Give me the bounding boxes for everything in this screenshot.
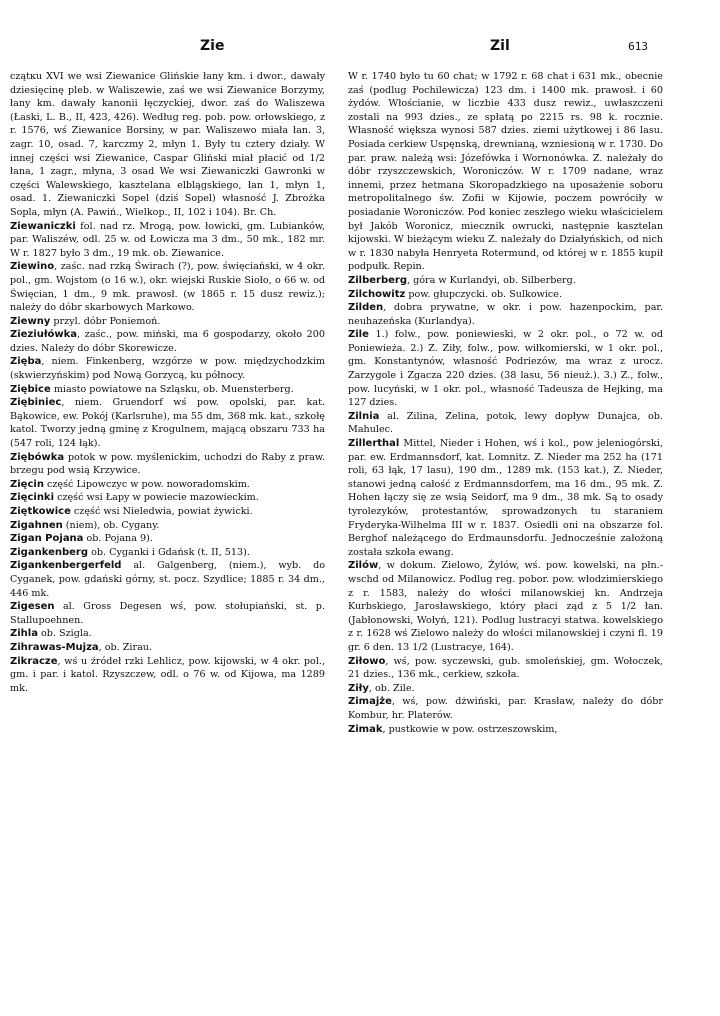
entry-headword: Zimak [348, 723, 383, 735]
entry-text: 1.) folw., pow. poniewieski, w 2 okr. pol., o 72 w. od Poniewieża. 2.) Z. Ziły, folw., pow. wiłkomierski, w 1 okr. pol., gm. Konstantynów, własność Podriezów, ma wraz z urocz. Zarzygole i Zgacza 220 dzies. (38 lasu, 56 nieuż.). 3.) Z., folw., pow. lucyński, w 1 okr. pol., własność Tadeusza de Hejking, ma 127 dzies. [348, 329, 663, 409]
entry-headword: Zigan Pojana [10, 533, 84, 545]
entry-headword: Zilów [348, 560, 379, 572]
entry-text: miasto powiatowe na Szląsku, ob. Muensterberg. [50, 383, 294, 395]
entry-text: , niem. Gruendorf wś pow. opolski, par. kat. Bąkowice, ew. Pokój (Karlsruhe), ma 55 dm, 368 mk. kat., szkołę katol. Tworzy jedną gminę z Krogulnem, mającą obszaru 733 ha (547 roli, 124 łąk). [10, 397, 325, 450]
dictionary-entry [10, 491, 325, 505]
entry-text: ob. Szigla. [37, 628, 92, 640]
entry-headword: Ziębice [10, 383, 51, 395]
entry-text: czątĸu XVI we wsi Ziewanice Glińskie łany km. i dwor., dawały dziesięcinę pleb. w Waliszewie, zaś we wsi Ziewanice Borzymy, łany km. dawały kanonii łęczyckiej, dwor. zaś do Waliszewa (Łaski, L. B., II, 423, 426). Według reg. pob. pow. orłowskiego, z r. 1576, wś Ziewanice Borsiny, w par. Waliszewo miała łan. 3, zagr. 10, osad. 7, karczmy 2, młyn 1. Były tu cztery działy. W innej części wsi Ziewanice, Caspar Gliński miał płacić od 1/2 łana, 1 zagr., młyna, 3 osad We wsi Ziewaniczki Gawronki w części Walewskiego, kasztelana elblągskiego, łan 1, młyn 1, osad. 1. Ziewaniczki Sopel (dziś Sopel) własność J. Zbrożka Sopla, młyn (A. Pawiń., Wielkop., II, 102 i 104). Br. Ch. [10, 71, 325, 218]
entry-text: Mittel, Nieder i Hohen, wś i kol., pow jeleniogórski, par. ew. Erdmannsdorf, kat. Lomnitz. Z. Nieder ma 252 ha (171 roli, 63 łąk, 17 lasu), 190 dm., 1289 mk. (153 kat.), Z. Nieder, stanowi jedną całość z Erdmannsdorfem, ma 16 dm., 95 mk. Z. Hohen łączy się ze wsią Seidorf, ma 9 dm., 38 mk. Są to osady tyrolezyków, protestantów, sprowadzonych tu staraniem Fryderyka-Wilhelma III w r. 1837. Osiedli oni na obszarze fol. Berghof należącego do Erdmaunsdorfu. Jednocześnie założoną została szkoła ewang. [348, 438, 663, 558]
dictionary-entry [348, 655, 663, 682]
dictionary-entry [10, 220, 325, 261]
entry-headword: Ziewino [10, 261, 55, 273]
dictionary-entry [10, 600, 325, 627]
dictionary-entry [348, 695, 663, 722]
entry-headword: Zimajże [348, 696, 392, 708]
entry-text: część Lipowczyc w pow. noworadomskim. [43, 478, 250, 490]
entry-headword: Ziewny [10, 315, 51, 327]
entry-headword: Zięcin [10, 478, 44, 490]
entry-text: , niem. Finkenberg, wzgórze w pow. międzychodzkim (skwierzyńskim) pod Nową Gorzycą, ku północy. [10, 356, 325, 382]
entry-text: potok w pow. myślenickim, uchodzi do Raby z praw. brzegu pod wsią Krzywice. [10, 451, 325, 477]
dictionary-entry [10, 328, 325, 355]
entry-headword: Zihla [10, 628, 38, 640]
entry-text: , ob. Zile. [368, 682, 415, 694]
entry-headword: Zięcinki [10, 492, 55, 504]
entry-text: al. Zilina, Zelina, potok, lewy dopływ Dunajca, ob. Mahulec. [348, 410, 663, 436]
entry-text: , ob. Zirau. [98, 641, 153, 653]
header-left: Zie [200, 38, 225, 54]
entry-text: ob. Cyganki i Gdańsk (t. II, 513). [88, 546, 250, 558]
dictionary-entry [10, 505, 325, 519]
dictionary-entry [348, 274, 663, 288]
entry-text: część wsi Łapy w powiecie mazowieckim. [54, 492, 259, 504]
dictionary-entry [10, 532, 325, 546]
right-column [348, 70, 663, 736]
entry-text: część wsi Nieledwia, powiat żywicki. [70, 506, 253, 517]
entry-headword: Ziębiniec [10, 397, 62, 409]
dictionary-entry [10, 451, 325, 478]
dictionary-entry [10, 478, 325, 492]
dictionary-entry [348, 328, 663, 410]
entry-headword: Zigankenbergerfeld [10, 560, 122, 572]
dictionary-entry [348, 559, 663, 654]
entry-headword: Zillerthal [348, 438, 400, 450]
dictionary-entry [348, 288, 663, 302]
entry-headword: Ziętkowice [10, 506, 71, 517]
entry-text: , pustkowie w pow. ostrzeszowskim, [382, 723, 558, 735]
entry-headword: Zięba [10, 356, 42, 368]
entry-headword: Zieziułówka [10, 329, 78, 341]
dictionary-entry [10, 70, 325, 220]
dictionary-entry [10, 260, 325, 314]
entry-headword: Zihrawas-Mujza [10, 641, 99, 653]
dictionary-entry [10, 655, 325, 696]
page-header [160, 38, 648, 58]
dictionary-entry [10, 627, 325, 641]
entry-text: , w dokum. Zielowo, Żylów, wś. pow. kowelski, na płn.-wschd od Milanowicz. Podlug reg. pobor. pow. włodzimierskiego z r. 1583, należy do włości milanowskiej kn. Andrzeja Kurbskiego, Jarosławskiego, który płaci ząd z 5 1/2 łan. (Jabłonowski, Wołyń, 121). Podlug lustracyi statwa. kowelskiego z r. 1628 wś Zielowo należy do włości milanowskiej i czyni fl. 19 gr. 6 den. 13 1/2 (Lustracye, 164). [348, 560, 663, 653]
entry-text: , wś, pow. dżwiński, par. Krasław, należy do dóbr Kombur, hr. Platerów. [348, 696, 663, 721]
dictionary-entry [348, 410, 663, 437]
dictionary-entry [10, 383, 325, 397]
entry-text: al. Galgenberg, (niem.), wyb. do Cyganek, pow. gdański górny, st. pocz. Szydlice; 1885 r. 34 dm., 446 mk. [10, 560, 325, 599]
dictionary-entry [10, 315, 325, 329]
entry-headword: Zigankenberg [10, 546, 89, 558]
dictionary-entry [348, 682, 663, 696]
entry-text: przyl. dóbr Poniemoń. [50, 315, 161, 327]
entry-text: , zaśc., pow. miński, ma 6 gospodarzy, około 200 dzies. Należy do dóbr Skorewicze. [10, 329, 325, 354]
dictionary-entry [10, 355, 325, 382]
dictionary-entry [10, 559, 325, 600]
entry-text: , wś, pow. syczewski, gub. smoleńskiej, gm. Wołoczek, 21 dzies., 136 mk., cerkiew, szkoła. [348, 655, 663, 681]
page-number: 613 [628, 40, 648, 53]
entry-headword: Zile [348, 329, 369, 341]
entry-headword: Ziłowo [348, 655, 386, 667]
entry-text: fol. nad rz. Mrogą, pow. łowicki, gm. Lubianków, par. Waliszéw, odl. 25 w. od Łowicza ma 3 dm., 50 mk., 182 mr. W r. 1827 było 3 dm., 19 mk. ob. Ziewanice. [10, 220, 325, 259]
entry-headword: Zilden [348, 302, 384, 314]
entry-text: , góra w Kurlandyi, ob. Silberberg. [407, 274, 576, 286]
dictionary-entry [10, 396, 325, 450]
entry-text: al. Gross Degesen wś, pow. stołupiański, st. p. Stallupoehnen. [10, 601, 325, 626]
entry-headword: Ziły [348, 682, 369, 694]
entry-text: W r. 1740 było tu 60 chat; w 1792 r. 68 chat i 631 mk., obecnie zaś (podlug Pochilewicza) 123 dm. i 1400 mk. prawosł. i 60 żydów. Włościanie, w liczbie 433 dusz rewiz., uwłaszczeni zostali na 993 dzies., ze spłatą po 2215 rs. 98 k. rocznie. Własność większa wynosi 587 dzies. ziemi użytkowej i 86 lasu. Posiada cerkiew Uspęnską, drewnianą, wzniesioną w r. 1730. Do par. praw. należą wsi: Józefówka i Wornonówka. Z. należały do dóbr rzyszczewskich, Woroniczów. W r. 1709 nadane, wraz innemi, przez hetmana Skoropadzkiego na uposażenie soboru metropolitalnego św. Zofii w Kijowie, poczem powróciły w posiadanie Woroniczów. Pod koniec zeszłego wieku właścicielem był Jakób Woronicz, miecznik owrucki, następnie kasztelan kijowski. W bieżącym wieku Z. należały do Działyńskich, od nich w r. 1830 nabyła Henryeta Rotermund, od której w r. 1855 kupił podpułk. Repin. [348, 71, 663, 273]
dictionary-entry [10, 519, 325, 533]
entry-headword: Zilberberg [348, 274, 408, 286]
entry-headword: Zilnia [348, 410, 380, 422]
dictionary-entry [10, 546, 325, 560]
header-center: Zil [490, 38, 510, 54]
entry-headword: Zilchowitz [348, 288, 406, 300]
dictionary-entry [348, 301, 663, 328]
dictionary-entry [348, 70, 663, 274]
dictionary-entry [348, 437, 663, 559]
dictionary-entry [348, 723, 663, 737]
entry-headword: Zigesen [10, 601, 55, 613]
entry-headword: Ziębówka [10, 451, 65, 463]
entry-text: ob. Pojana 9). [83, 533, 153, 545]
entry-text: pow. głupczycki. ob. Sulkowice. [405, 288, 563, 300]
entry-text: (niem), ob. Cygany. [62, 519, 160, 531]
entry-headword: Ziewaniczki [10, 220, 76, 232]
entry-text: , wś u źródeł rzki Lehlicz, pow. kijowski, w 4 okr. pol., gm. i par. i katol. Rzyszczew, odl. o 76 w. od Kijowa, ma 1289 mk. [10, 655, 325, 694]
left-column [10, 70, 325, 695]
entry-text: , zaśc. nad rzką Świrach (?), pow. święciański, w 4 okr. pol., gm. Wojstom (o 16 w.), okr. wiejski Ruskie Sioło, o 66 w. od Święcian, 1 dm., 9 mk. prawosł. (w 1865 r. 15 dusz rewiz.); należy do dóbr skarbowych Markowo. [10, 261, 325, 314]
entry-headword: Zikracze [10, 655, 58, 667]
dictionary-entry [10, 641, 325, 655]
entry-headword: Zigahnen [10, 519, 63, 531]
entry-text: , dobra prywatne, w okr. i pow. hazenpockim, par. neuhazeńska (Kurlandya). [348, 302, 663, 327]
